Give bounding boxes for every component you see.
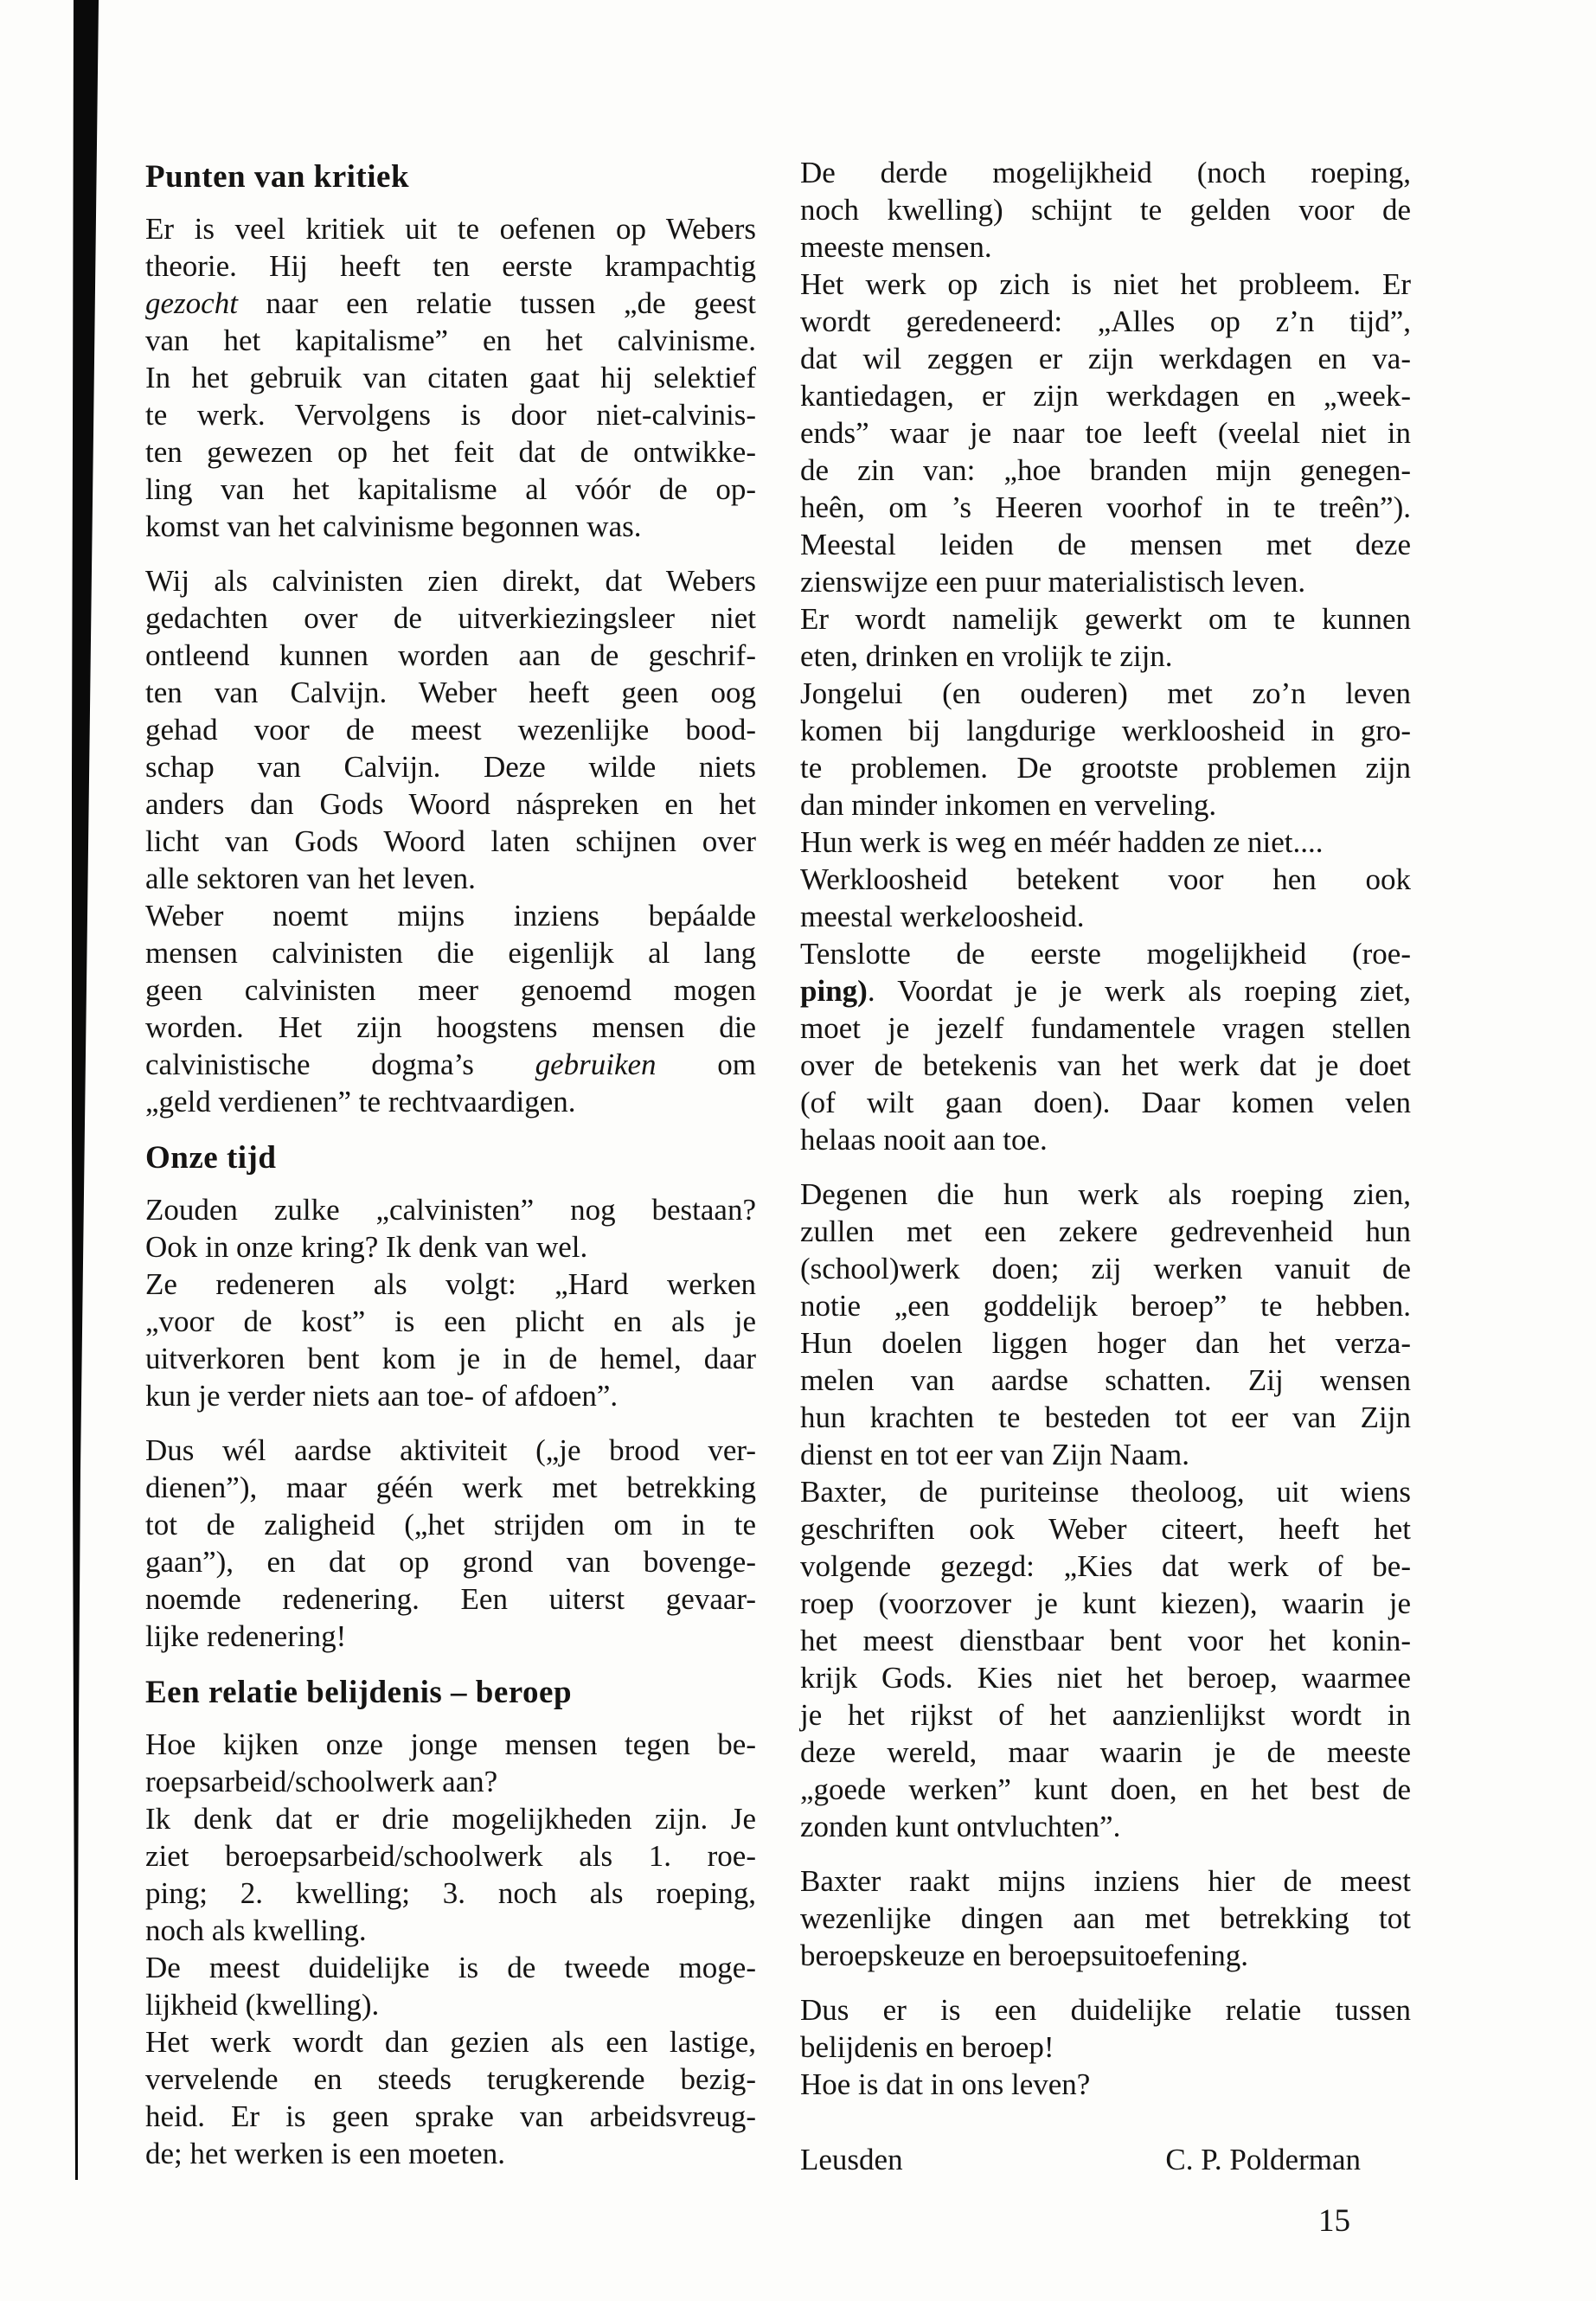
text-line: ling van het kapitalisme al vóór de op- <box>145 472 756 506</box>
text-line: (of wilt gaan doen). Daar komen velen <box>800 1086 1411 1119</box>
text-line: lijkheid (kwelling). <box>145 1988 380 2022</box>
text-line: „goede werken” kunt doen, en het best de <box>800 1772 1411 1806</box>
text-line: het meest dienstbaar bent voor het konin- <box>800 1624 1411 1657</box>
text-line: ten van Calvijn. Weber heeft geen oog <box>145 676 756 709</box>
text-line: hun krachten te besteden tot eer van Zijn <box>800 1400 1411 1434</box>
text-line: Hoe kijken onze jonge mensen tegen be- <box>145 1727 756 1761</box>
text-line: beroepskeuze en beroepsuitoefening. <box>800 1939 1248 1972</box>
text-line: licht van Gods Woord laten schijnen over <box>145 824 756 858</box>
text-line: ziet beroepsarbeid/schoolwerk als 1. roe- <box>145 1839 756 1873</box>
text-line: eten, drinken en vrolijk te zijn. <box>800 639 1173 673</box>
text-line: „geld verdienen” te rechtvaardigen. <box>145 1085 576 1118</box>
text-line: heên, om ’s Heeren voorhof in te treên”). <box>800 490 1411 524</box>
text-line: uitverkoren bent kom je in de hemel, daar <box>145 1342 756 1375</box>
text-line: In het gebruik van citaten gaat hij selektief <box>145 361 756 394</box>
text-line: notie „een goddelijk beroep” te hebben. <box>800 1289 1411 1323</box>
paragraph <box>800 1176 1411 1845</box>
page-number: 15 <box>1318 2203 1350 2239</box>
text-line: krijk Gods. Kies niet het beroep, waarmee <box>800 1661 1411 1695</box>
text-line: vervelende en steeds terugkerende bezig- <box>145 2062 756 2096</box>
text-line: te problemen. De grootste problemen zijn <box>800 751 1411 785</box>
text-line: Zouden zulke „calvinisten” nog bestaan? <box>145 1193 756 1227</box>
text-line: geen calvinisten meer genoemd mogen <box>145 973 756 1007</box>
text-line: ends” waar je naar toe leeft (veelal niet in <box>800 416 1411 450</box>
text-line: noemde redenering. Een uiterst gevaar- <box>145 1582 756 1616</box>
text-line: je het rijkst of het aanzienlijkst wordt in <box>800 1698 1411 1732</box>
text-line: Het werk wordt dan gezien als een lastige, <box>145 2025 756 2059</box>
text-line: te werk. Vervolgens is door niet-calvinis- <box>145 398 756 432</box>
text-line: wordt geredeneerd: „Alles op z’n tijd”, <box>800 304 1411 338</box>
paragraph <box>800 154 1411 1158</box>
text-line: komst van het calvinisme begonnen was. <box>145 510 642 543</box>
text-line: meestal werkeloosheid. <box>800 900 1085 933</box>
text-line: De meest duidelijke is de tweede moge- <box>145 1951 756 1984</box>
text-line: anders dan Gods Woord náspreken en het <box>145 787 756 821</box>
text-line: Hun werk is weg en méér hadden ze niet.... <box>800 825 1324 859</box>
text-line: Ze redeneren als volgt: „Hard werken <box>145 1267 756 1301</box>
text-line: noch als kwelling. <box>145 1913 367 1947</box>
left-column <box>145 158 756 2172</box>
text-line: gedachten over de uitverkiezingsleer niet <box>145 601 756 635</box>
text-line: Hun doelen liggen hoger dan het verza- <box>800 1326 1411 1360</box>
text-line: over de betekenis van het werk dat je doet <box>800 1048 1411 1082</box>
signature-author: C. P. Polderman <box>1165 2143 1361 2176</box>
paragraph <box>145 210 756 545</box>
scan-gutter-bar <box>0 0 112 2214</box>
text-line: ontleend kunnen worden aan de geschrif- <box>145 638 756 672</box>
paragraph <box>145 1432 756 1655</box>
text-line: Tenslotte de eerste mogelijkheid (roe- <box>800 937 1411 971</box>
text-line: alle sektoren van het leven. <box>145 862 476 895</box>
text-line: ten gewezen op het feit dat de ontwikke- <box>145 435 756 469</box>
text-line: de zin van: „hoe branden mijn genegen- <box>800 453 1411 487</box>
text-line: gehad voor de meest wezenlijke bood- <box>145 713 756 747</box>
text-line: gezocht naar een relatie tussen „de geest <box>145 286 756 320</box>
text-line: ping). Voordat je je werk als roeping ziet, <box>800 974 1411 1008</box>
text-line: roep (voorzover je kunt kiezen), waarin je <box>800 1586 1411 1620</box>
text-line: kantiedagen, er zijn werkdagen en „week- <box>800 379 1411 413</box>
paragraph <box>145 1191 756 1414</box>
text-line: mensen calvinisten die eigenlijk al lang <box>145 936 756 970</box>
text-line: tot de zaligheid („het strijden om in te <box>145 1508 756 1541</box>
text-line: volgende gezegd: „Kies dat werk of be- <box>800 1549 1411 1583</box>
text-line: roepsarbeid/schoolwerk aan? <box>145 1765 498 1798</box>
text-line: melen van aardse schatten. Zij wensen <box>800 1363 1411 1397</box>
text-line: van het kapitalisme” en het calvinisme. <box>145 324 756 357</box>
text-line: dienen”), maar géén werk met betrekking <box>145 1471 756 1504</box>
section-heading: Onze tijd <box>145 1140 277 1176</box>
text-line: zullen met een zekere gedrevenheid hun <box>800 1215 1411 1248</box>
text-line: Dus er is een duidelijke relatie tussen <box>800 1993 1411 2027</box>
text-line: Degenen die hun werk als roeping zien, <box>800 1177 1411 1211</box>
text-line: „voor de kost” is een plicht en als je <box>145 1304 756 1338</box>
text-line: wezenlijke dingen aan met betrekking tot <box>800 1901 1411 1935</box>
text-line: De derde mogelijkheid (noch roeping, <box>800 156 1411 189</box>
text-line: Er is veel kritiek uit te oefenen op Webers <box>145 212 756 246</box>
text-line: helaas nooit aan toe. <box>800 1123 1048 1157</box>
paragraph <box>145 562 756 1120</box>
text-line: Ook in onze kring? Ik denk van wel. <box>145 1230 588 1264</box>
section-heading: Punten van kritiek <box>145 159 410 195</box>
text-line: gaan”), en dat op grond van bovenge- <box>145 1545 756 1579</box>
text-line: dan minder inkomen en verveling. <box>800 788 1217 822</box>
text-line: de; het werken is een moeten. <box>145 2137 505 2170</box>
text-line: Hoe is dat in ons leven? <box>800 2067 1091 2101</box>
text-line: zienswijze een puur materialistisch leven. <box>800 565 1306 599</box>
text-line: Baxter raakt mijns inziens hier de meest <box>800 1864 1411 1898</box>
text-line: geschriften ook Weber citeert, heeft het <box>800 1512 1411 1546</box>
text-line: schap van Calvijn. Deze wilde niets <box>145 750 756 784</box>
text-line: calvinistische dogma’s gebruiken om <box>145 1048 756 1081</box>
text-line: (school)werk doen; zij werken vanuit de <box>800 1252 1411 1285</box>
signature-row <box>800 2141 1411 2178</box>
paragraph <box>145 1726 756 2172</box>
text-line: Werkloosheid betekent voor hen ook <box>800 862 1411 896</box>
text-line: Weber noemt mijns inziens bepáalde <box>145 899 756 933</box>
text-line: dat wil zeggen er zijn werkdagen en va- <box>800 342 1411 375</box>
text-line: Er wordt namelijk gewerkt om te kunnen <box>800 602 1411 636</box>
text-line: dienst en tot eer van Zijn Naam. <box>800 1438 1189 1471</box>
text-line: Wij als calvinisten zien direkt, dat Webers <box>145 564 756 598</box>
text-line: moet je jezelf fundamentele vragen stellen <box>800 1011 1411 1045</box>
text-line: noch kwelling) schijnt te gelden voor de <box>800 193 1411 227</box>
text-line: worden. Het zijn hoogstens mensen die <box>145 1010 756 1044</box>
text-line: komen bij langdurige werkloosheid in gro- <box>800 714 1411 747</box>
text-line: meeste mensen. <box>800 230 992 264</box>
text-line: Baxter, de puriteinse theoloog, uit wiens <box>800 1475 1411 1509</box>
text-line: kun je verder niets aan toe- of afdoen”. <box>145 1379 619 1413</box>
text-line: Ik denk dat er drie mogelijkheden zijn. Je <box>145 1802 756 1836</box>
signature-place: Leusden <box>800 2143 903 2176</box>
text-line: deze wereld, maar waarin je de meeste <box>800 1735 1411 1769</box>
paragraph <box>800 1862 1411 1974</box>
text-line: heid. Er is geen sprake van arbeidsvreug- <box>145 2099 756 2133</box>
text-line: lijke redenering! <box>145 1619 347 1653</box>
text-line: Dus wél aardse aktiviteit („je brood ver- <box>145 1433 756 1467</box>
text-line: belijdenis en beroep! <box>800 2030 1054 2064</box>
text-line: Het werk op zich is niet het probleem. Er <box>800 267 1411 301</box>
text-line: zonden kunt ontvluchten”. <box>800 1810 1121 1843</box>
text-line: Jongelui (en ouderen) met zo’n leven <box>800 676 1411 710</box>
text-line: ping; 2. kwelling; 3. noch als roeping, <box>145 1876 756 1910</box>
text-line: theorie. Hij heeft ten eerste krampachtig <box>145 249 756 283</box>
paragraph <box>800 1991 1411 2103</box>
right-column <box>800 154 1411 2178</box>
text-line: Meestal leiden de mensen met deze <box>800 528 1411 561</box>
section-heading: Een relatie belijdenis – beroep <box>145 1675 573 1710</box>
